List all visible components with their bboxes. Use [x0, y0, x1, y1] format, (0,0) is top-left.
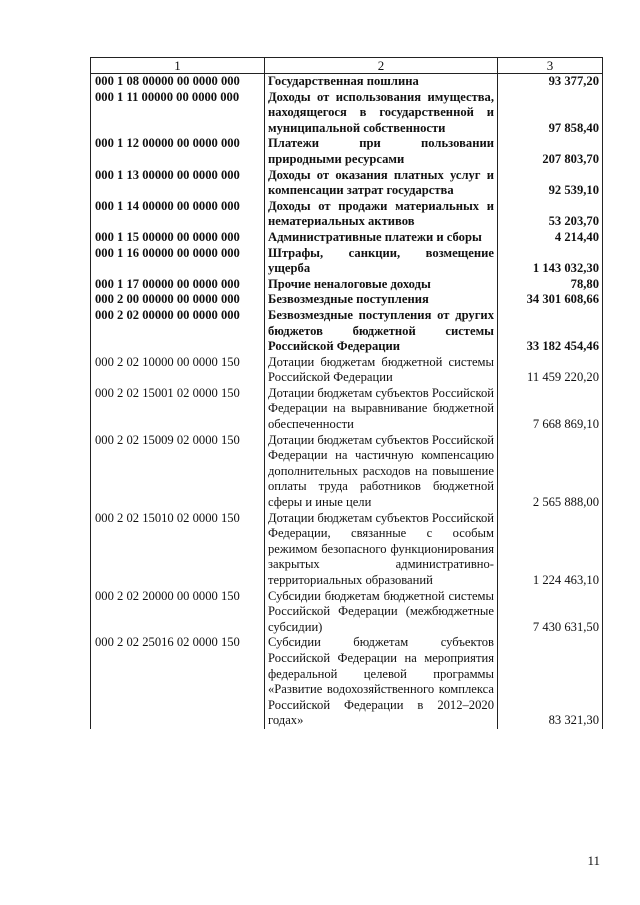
row-description: Штрафы, санкции, возмещение ущерба — [265, 246, 498, 277]
row-amount: 207 803,70 — [498, 136, 603, 167]
row-amount: 1 143 032,30 — [498, 246, 603, 277]
table-row — [91, 74, 603, 90]
document-page — [90, 57, 602, 729]
table-row — [91, 230, 603, 246]
table-header-row — [91, 58, 603, 74]
row-amount: 11 459 220,20 — [498, 355, 603, 386]
table-row — [91, 277, 603, 293]
table-row — [91, 90, 603, 137]
budget-revenue-table — [90, 57, 603, 729]
row-amount: 4 214,40 — [498, 230, 603, 246]
row-description: Доходы от использования имущества, находящегося в государственной и муниципальной собственности — [265, 90, 498, 137]
row-code: 000 1 16 00000 00 0000 000 — [91, 246, 265, 277]
row-description: Дотации бюджетам субъектов Российской Федерации на частичную компенсацию дополнительных расходов на повышение оплаты труда работников бюджетной сферы и иные цели — [265, 433, 498, 511]
row-description: Прочие неналоговые доходы — [265, 277, 498, 293]
row-amount: 1 224 463,10 — [498, 511, 603, 589]
row-code: 000 1 15 00000 00 0000 000 — [91, 230, 265, 246]
row-description: Дотации бюджетам субъектов Российской Федерации на выравнивание бюджетной обеспеченности — [265, 386, 498, 433]
row-code: 000 1 12 00000 00 0000 000 — [91, 136, 265, 167]
table-row — [91, 433, 603, 511]
row-code: 000 1 11 00000 00 0000 000 — [91, 90, 265, 137]
row-amount: 7 668 869,10 — [498, 386, 603, 433]
row-amount: 93 377,20 — [498, 74, 603, 90]
row-amount: 33 182 454,46 — [498, 308, 603, 355]
row-description: Безвозмездные поступления — [265, 292, 498, 308]
column-header-code: 1 — [91, 58, 265, 74]
row-code: 000 2 02 20000 00 0000 150 — [91, 589, 265, 636]
row-amount: 34 301 608,66 — [498, 292, 603, 308]
row-description: Доходы от оказания платных услуг и компенсации затрат государства — [265, 168, 498, 199]
table-row — [91, 292, 603, 308]
row-code: 000 2 00 00000 00 0000 000 — [91, 292, 265, 308]
row-code: 000 2 02 25016 02 0000 150 — [91, 635, 265, 729]
row-description: Платежи при пользовании природными ресурсами — [265, 136, 498, 167]
row-amount: 83 321,30 — [498, 635, 603, 729]
row-amount: 7 430 631,50 — [498, 589, 603, 636]
table-row — [91, 308, 603, 355]
row-description: Безвозмездные поступления от других бюджетов бюджетной системы Российской Федерации — [265, 308, 498, 355]
table-row — [91, 511, 603, 589]
row-description: Административные платежи и сборы — [265, 230, 498, 246]
page-number: 11 — [587, 853, 600, 868]
row-code: 000 1 08 00000 00 0000 000 — [91, 74, 265, 90]
row-description: Государственная пошлина — [265, 74, 498, 90]
row-description: Дотации бюджетам субъектов Российской Федерации, связанные с особым режимом безопасного функционирования закрытых административно-территориальных образований — [265, 511, 498, 589]
table-row — [91, 199, 603, 230]
row-code: 000 2 02 15001 02 0000 150 — [91, 386, 265, 433]
row-code: 000 2 02 00000 00 0000 000 — [91, 308, 265, 355]
row-code: 000 2 02 15010 02 0000 150 — [91, 511, 265, 589]
row-amount: 92 539,10 — [498, 168, 603, 199]
table-row — [91, 168, 603, 199]
row-description: Субсидии бюджетам бюджетной системы Российской Федерации (межбюджетные субсидии) — [265, 589, 498, 636]
row-code: 000 1 13 00000 00 0000 000 — [91, 168, 265, 199]
row-description: Дотации бюджетам бюджетной системы Российской Федерации — [265, 355, 498, 386]
column-header-description: 2 — [265, 58, 498, 74]
row-code: 000 1 14 00000 00 0000 000 — [91, 199, 265, 230]
table-row — [91, 635, 603, 729]
table-row — [91, 589, 603, 636]
row-amount: 97 858,40 — [498, 90, 603, 137]
table-row — [91, 355, 603, 386]
table-row — [91, 386, 603, 433]
row-amount: 78,80 — [498, 277, 603, 293]
row-description: Доходы от продажи материальных и нематериальных активов — [265, 199, 498, 230]
row-code: 000 2 02 15009 02 0000 150 — [91, 433, 265, 511]
row-amount: 2 565 888,00 — [498, 433, 603, 511]
row-code: 000 2 02 10000 00 0000 150 — [91, 355, 265, 386]
column-header-amount: 3 — [498, 58, 603, 74]
row-code: 000 1 17 00000 00 0000 000 — [91, 277, 265, 293]
table-row — [91, 136, 603, 167]
row-amount: 53 203,70 — [498, 199, 603, 230]
row-description: Субсидии бюджетам субъектов Российской Федерации на мероприятия федеральной целевой программы «Развитие водохозяйственного комплекса Российской Федерации в 2012–2020 годах» — [265, 635, 498, 729]
table-row — [91, 246, 603, 277]
